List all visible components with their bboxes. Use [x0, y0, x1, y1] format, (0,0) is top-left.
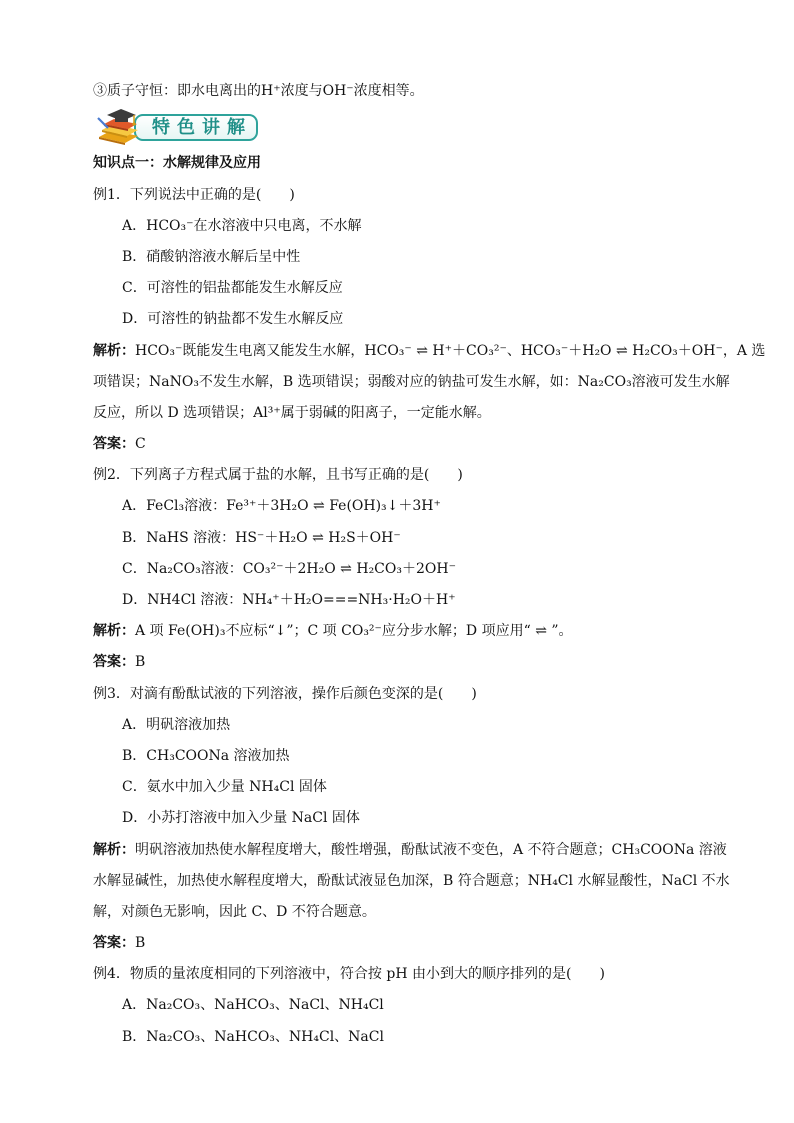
example-4-option-b: B．Na₂CO₃、NaHCO₃、NH₄Cl、NaCl [122, 1028, 384, 1045]
example-2-analysis-line [0, 616, 794, 647]
example-2-answer [0, 647, 794, 678]
example-1-option-a: A．HCO₃⁻在水溶液中只电离，不水解 [122, 217, 362, 234]
example-4-option-a: A．Na₂CO₃、NaHCO₃、NaCl、NH₄Cl [122, 997, 384, 1014]
example-3-option-c: C．氨水中加入少量 NH₄Cl 固体 [122, 779, 327, 796]
intro-text: ③质子守恒：即水电离出的H⁺浓度与OH⁻浓度相等。 [93, 83, 424, 100]
answer-label: 答案： [93, 654, 135, 671]
section-heading: 知识点一：水解规律及应用 [93, 155, 261, 172]
example-4-stem: 例4．物质的量浓度相同的下列溶液中，符合按 pH 由小到大的顺序排列的是( ) [93, 966, 605, 983]
example-3-analysis-line [0, 835, 794, 866]
answer-value: C [135, 436, 146, 453]
example-1-analysis-line: 反应，所以 D 选项错误；Al³⁺属于弱碱的阳离子，一定能水解。 [93, 404, 491, 421]
example-2-option-b: B．NaHS 溶液：HS⁻＋H₂O ⇌ H₂S＋OH⁻ [122, 529, 401, 546]
example-2-stem: 例2．下列离子方程式属于盐的水解，且书写正确的是( ) [93, 467, 463, 484]
example-1-option-b: B．硝酸钠溶液水解后呈中性 [122, 248, 301, 265]
analysis-text: HCO₃⁻既能发生电离又能发生水解，HCO₃⁻ ⇌ H⁺＋CO₃²⁻、HCO₃⁻＋H₂O ⇌ H₂CO₃＋OH⁻，A 选 [135, 342, 766, 359]
answer-value: B [135, 654, 146, 671]
banner-title: 特色讲解 [134, 114, 258, 141]
example-1-option-d: D．可溶性的钠盐都不发生水解反应 [122, 311, 344, 328]
analysis-text: 明矾溶液加热使水解程度增大，酸性增强，酚酞试液不变色，A 不符合题意；CH₃COONa 溶液 [135, 841, 727, 858]
example-2-option-a: A．FeCl₃溶液：Fe³⁺＋3H₂O ⇌ Fe(OH)₃↓＋3H⁺ [122, 498, 441, 515]
analysis-label: 解析： [93, 623, 135, 640]
analysis-label: 解析： [93, 342, 135, 359]
answer-value: B [135, 935, 146, 952]
example-1-analysis-line [0, 336, 794, 367]
example-3-answer [0, 928, 794, 959]
example-1-option-c: C．可溶性的铝盐都能发生水解反应 [122, 280, 343, 297]
intro-line [0, 76, 794, 107]
example-3-option-b: B．CH₃COONa 溶液加热 [122, 747, 290, 764]
example-3-analysis-line: 解，对颜色无影响，因此 C、D 不符合题意。 [93, 903, 376, 920]
document-body [0, 148, 794, 1052]
example-3-option-d: D．小苏打溶液中加入少量 NaCl 固体 [122, 810, 360, 827]
feature-banner [96, 104, 266, 146]
example-3-analysis-line: 水解显碱性，加热使水解程度增大，酚酞试液显色加深，B 符合题意；NH₄Cl 水解显酸性，NaCl 不水 [93, 872, 730, 889]
books-graduation-cap-icon [96, 106, 142, 146]
example-3-option-a: A．明矾溶液加热 [122, 716, 231, 733]
example-1-analysis-line: 项错误；NaNO₃不发生水解，B 选项错误；弱酸对应的钠盐可发生水解，如：Na₂CO₃溶液可发生水解 [93, 373, 730, 390]
analysis-text: A 项 Fe(OH)₃不应标“↓”；C 项 CO₃²⁻应分步水解；D 项应用“ ⇌ ”。 [135, 623, 573, 640]
analysis-label: 解析： [93, 841, 135, 858]
answer-label: 答案： [93, 935, 135, 952]
answer-label: 答案： [93, 436, 135, 453]
example-3-stem: 例3．对滴有酚酞试液的下列溶液，操作后颜色变深的是( ) [93, 685, 477, 702]
example-1-answer [0, 429, 794, 460]
example-2-option-c: C．Na₂CO₃溶液：CO₃²⁻＋2H₂O ⇌ H₂CO₃＋2OH⁻ [122, 560, 456, 577]
example-1-stem: 例1．下列说法中正确的是( ) [93, 186, 295, 203]
example-2-option-d: D．NH4Cl 溶液：NH₄⁺＋H₂O===NH₃·H₂O＋H⁺ [122, 592, 456, 609]
